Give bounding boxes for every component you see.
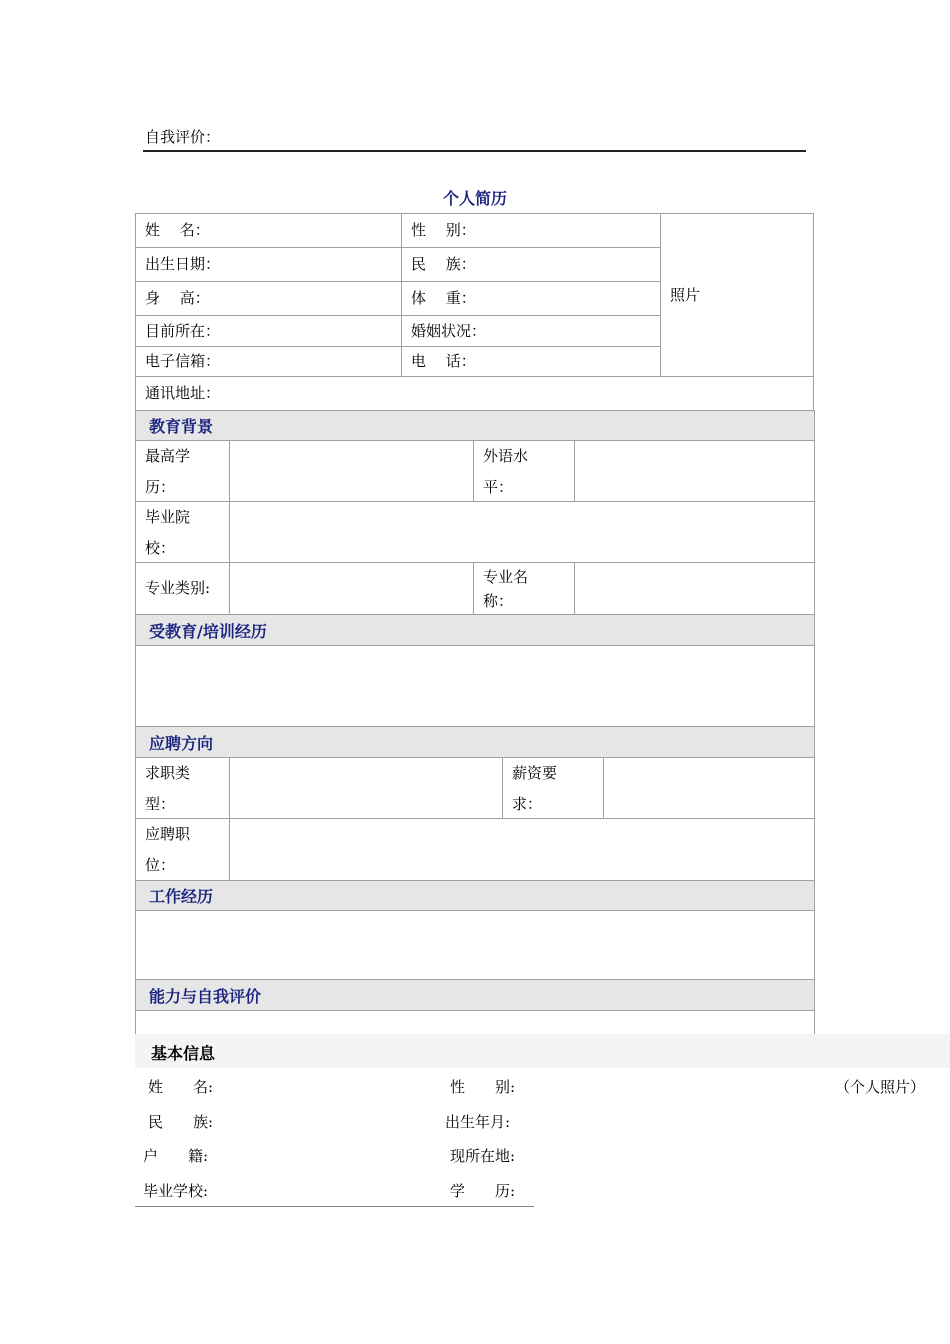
section-work: 工作经历 xyxy=(135,880,815,911)
email-label: 电子信箱： xyxy=(145,352,221,370)
ethnic-label: 民 族： xyxy=(411,255,476,273)
address-label: 通讯地址： xyxy=(145,384,221,402)
phone-cell xyxy=(401,346,661,377)
major-name-label-line2: 称： xyxy=(483,591,514,610)
training-content-cell xyxy=(135,645,815,727)
ethnic-cell xyxy=(401,247,661,282)
location-cell xyxy=(135,315,402,347)
address-cell xyxy=(135,376,814,411)
self-eval-line xyxy=(143,150,806,152)
location-label: 目前所在： xyxy=(145,321,221,340)
name-cell xyxy=(135,213,402,248)
degree-label-line1: 最高学 xyxy=(145,447,191,465)
photo-label: 照片 xyxy=(670,285,701,304)
section-ability: 能力与自我评价 xyxy=(135,979,815,1011)
job-type-label-line2: 型： xyxy=(145,795,176,813)
salary-label-line1: 薪资要 xyxy=(512,764,558,782)
name-label: 姓 名： xyxy=(145,221,210,239)
language-value-cell xyxy=(574,440,815,502)
school-label-line1: 毕业院 xyxy=(145,508,191,526)
basic-info-band xyxy=(135,1034,950,1068)
photo-cell xyxy=(660,213,814,377)
gender-cell xyxy=(401,213,661,248)
resume-title: 个人简历 xyxy=(442,189,507,208)
salary-label-line2: 求： xyxy=(512,795,543,813)
section-application: 应聘方向 xyxy=(135,726,815,758)
basic-education-label: 学 历: xyxy=(450,1182,516,1200)
school-label-line2: 校： xyxy=(145,539,176,557)
basic-ethnic-label: 民 族: xyxy=(148,1113,214,1131)
position-value-cell xyxy=(229,818,815,881)
job-type-label-cell xyxy=(135,757,230,819)
phone-label: 电 话： xyxy=(411,352,476,370)
major-type-label-cell xyxy=(135,562,230,615)
birth-cell xyxy=(135,247,402,282)
degree-value-cell xyxy=(229,440,474,502)
basic-birth-month-label: 出生年月: xyxy=(445,1113,511,1131)
basic-gender-label: 性 别: xyxy=(450,1078,516,1096)
basic-hukou-label: 户 籍: xyxy=(143,1147,209,1165)
job-type-value-cell xyxy=(229,757,503,819)
weight-label: 体 重： xyxy=(411,289,476,307)
school-label-cell xyxy=(135,501,230,563)
position-label-cell xyxy=(135,818,230,881)
section-training: 受教育/培训经历 xyxy=(135,614,815,646)
height-label: 身 高： xyxy=(145,289,210,307)
salary-value-cell xyxy=(603,757,815,819)
basic-info-underline xyxy=(135,1206,534,1207)
major-type-label: 专业类别: xyxy=(145,579,211,597)
gender-label: 性 别： xyxy=(411,221,476,239)
marital-label: 婚姻状况： xyxy=(411,321,487,340)
major-type-value-cell xyxy=(229,562,474,615)
weight-cell xyxy=(401,281,661,316)
major-name-value-cell xyxy=(574,562,815,615)
position-label-line2: 位： xyxy=(145,856,176,874)
section-education: 教育背景 xyxy=(135,410,815,441)
language-label-line1: 外语水 xyxy=(483,447,529,465)
job-type-label-line1: 求职类 xyxy=(145,764,191,782)
school-value-cell xyxy=(229,501,815,563)
basic-name-label: 姓 名: xyxy=(148,1078,214,1096)
email-cell xyxy=(135,346,402,377)
major-name-label-line1: 专业名 xyxy=(483,567,529,586)
resume-table xyxy=(135,213,814,1035)
position-label-line1: 应聘职 xyxy=(145,825,191,843)
basic-info-title: 基本信息 xyxy=(151,1044,216,1063)
language-label-line2: 平： xyxy=(483,478,514,496)
work-content-cell xyxy=(135,910,815,980)
marital-cell xyxy=(401,315,661,347)
degree-label-cell xyxy=(135,440,230,502)
basic-residence-label: 现所在地: xyxy=(450,1147,516,1165)
self-eval-label: 自我评价： xyxy=(145,128,221,146)
basic-photo-label: （个人照片） xyxy=(835,1078,926,1096)
salary-label-cell xyxy=(502,757,604,819)
birth-label: 出生日期： xyxy=(145,255,221,273)
ability-content-cell xyxy=(135,1010,815,1035)
basic-school-label: 毕业学校: xyxy=(143,1182,209,1200)
major-name-label-cell xyxy=(473,562,575,615)
height-cell xyxy=(135,281,402,316)
language-label-cell xyxy=(473,440,575,502)
degree-label-line2: 历： xyxy=(145,478,176,496)
